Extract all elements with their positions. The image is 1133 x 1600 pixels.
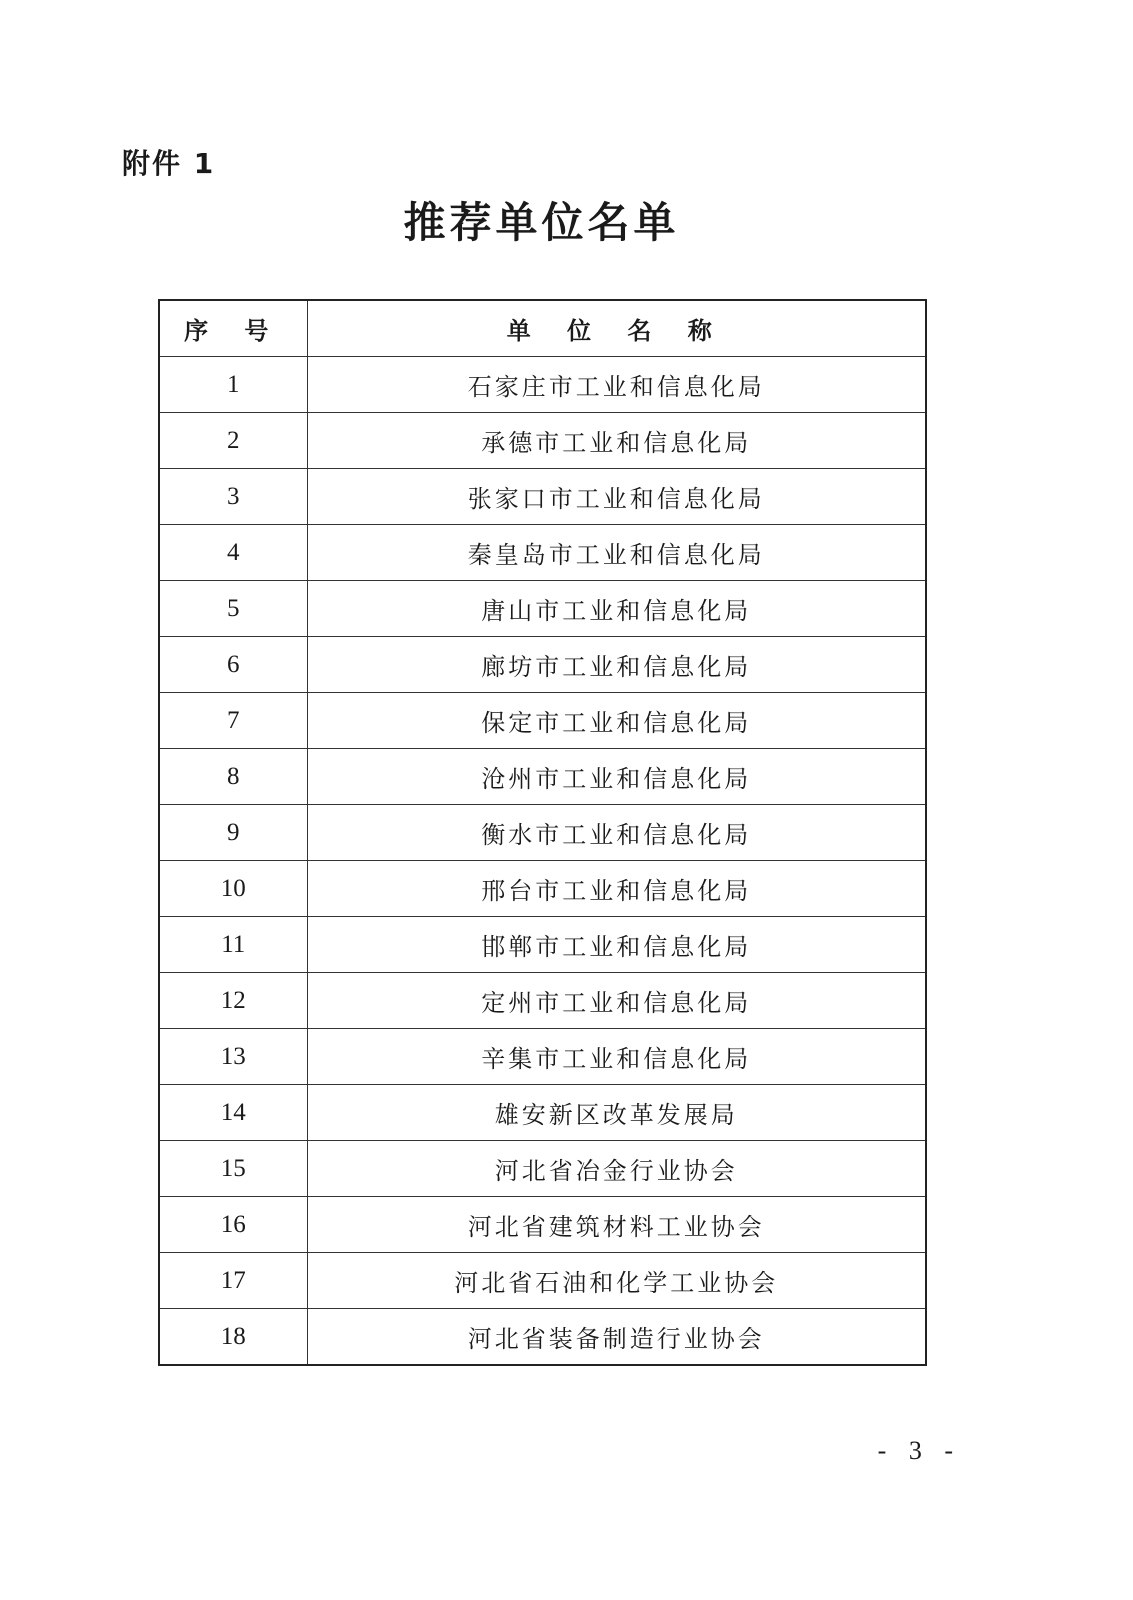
attachment-label: 附件 1 bbox=[122, 147, 216, 180]
row-index: 4 bbox=[159, 525, 307, 581]
table-row bbox=[159, 1141, 926, 1197]
row-index: 3 bbox=[159, 469, 307, 525]
unit-name: 廊坊市工业和信息化局 bbox=[307, 637, 926, 693]
table-header-row bbox=[159, 300, 926, 357]
row-index: 13 bbox=[159, 1029, 307, 1085]
unit-name: 张家口市工业和信息化局 bbox=[307, 469, 926, 525]
unit-name: 雄安新区改革发展局 bbox=[307, 1085, 926, 1141]
table-row bbox=[159, 1197, 926, 1253]
row-index: 10 bbox=[159, 861, 307, 917]
row-index: 6 bbox=[159, 637, 307, 693]
row-index: 2 bbox=[159, 413, 307, 469]
column-header-unit-name: 单 位 名 称 bbox=[307, 300, 926, 357]
table-row bbox=[159, 693, 926, 749]
row-index: 15 bbox=[159, 1141, 307, 1197]
table-row bbox=[159, 1309, 926, 1366]
table-row bbox=[159, 469, 926, 525]
row-index: 16 bbox=[159, 1197, 307, 1253]
unit-name: 河北省建筑材料工业协会 bbox=[307, 1197, 926, 1253]
row-index: 1 bbox=[159, 357, 307, 413]
table-row bbox=[159, 1029, 926, 1085]
table-row bbox=[159, 1253, 926, 1309]
unit-name: 承德市工业和信息化局 bbox=[307, 413, 926, 469]
unit-name: 沧州市工业和信息化局 bbox=[307, 749, 926, 805]
table-row bbox=[159, 525, 926, 581]
row-index: 11 bbox=[159, 917, 307, 973]
table-row bbox=[159, 1085, 926, 1141]
row-index: 9 bbox=[159, 805, 307, 861]
row-index: 12 bbox=[159, 973, 307, 1029]
table-row bbox=[159, 861, 926, 917]
unit-name: 邢台市工业和信息化局 bbox=[307, 861, 926, 917]
table-row bbox=[159, 973, 926, 1029]
column-header-index: 序 号 bbox=[159, 300, 307, 357]
table-row bbox=[159, 805, 926, 861]
page-title: 推荐单位名单 bbox=[403, 198, 680, 247]
unit-name: 保定市工业和信息化局 bbox=[307, 693, 926, 749]
table-row bbox=[159, 357, 926, 413]
unit-name: 衡水市工业和信息化局 bbox=[307, 805, 926, 861]
unit-name: 唐山市工业和信息化局 bbox=[307, 581, 926, 637]
unit-name: 秦皇岛市工业和信息化局 bbox=[307, 525, 926, 581]
unit-name: 石家庄市工业和信息化局 bbox=[307, 357, 926, 413]
table-row bbox=[159, 581, 926, 637]
unit-name: 河北省石油和化学工业协会 bbox=[307, 1253, 926, 1309]
recommended-units-table bbox=[158, 299, 927, 1366]
row-index: 7 bbox=[159, 693, 307, 749]
unit-name: 定州市工业和信息化局 bbox=[307, 973, 926, 1029]
table-row bbox=[159, 413, 926, 469]
unit-name: 河北省装备制造行业协会 bbox=[307, 1309, 926, 1366]
table-row bbox=[159, 749, 926, 805]
row-index: 14 bbox=[159, 1085, 307, 1141]
unit-name: 辛集市工业和信息化局 bbox=[307, 1029, 926, 1085]
table-row bbox=[159, 917, 926, 973]
row-index: 17 bbox=[159, 1253, 307, 1309]
unit-name: 河北省冶金行业协会 bbox=[307, 1141, 926, 1197]
row-index: 18 bbox=[159, 1309, 307, 1366]
row-index: 8 bbox=[159, 749, 307, 805]
row-index: 5 bbox=[159, 581, 307, 637]
page-number: - 3 - bbox=[877, 1436, 961, 1465]
table-row bbox=[159, 637, 926, 693]
unit-name: 邯郸市工业和信息化局 bbox=[307, 917, 926, 973]
